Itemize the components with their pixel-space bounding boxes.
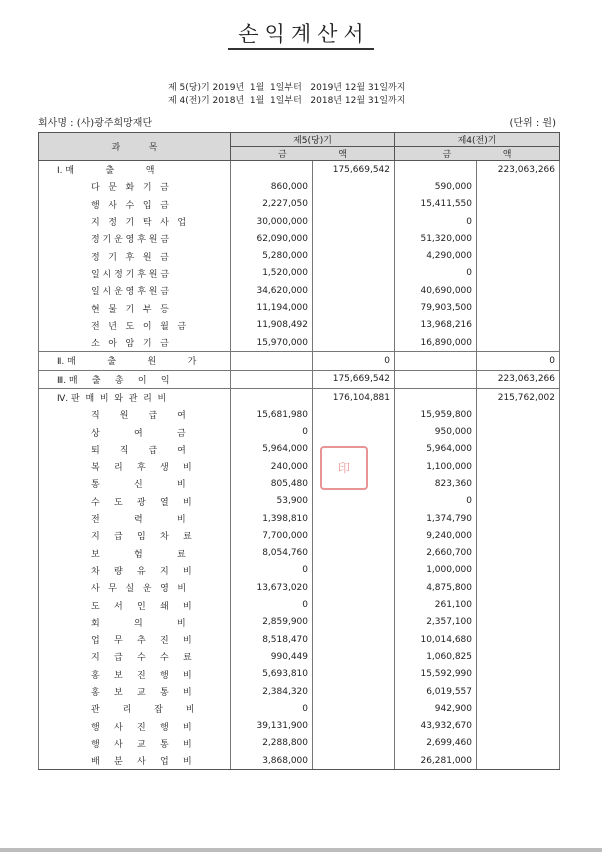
- prior-amount: [477, 493, 560, 510]
- account-name: [39, 493, 231, 510]
- account-label: 전 년 도 이 월 금: [91, 321, 187, 332]
- account-label: 지 급 수 수 료: [91, 653, 192, 664]
- prior-amount: 9,240,000: [395, 527, 477, 544]
- prior-amount: [395, 352, 477, 370]
- prior-amount: [477, 752, 560, 770]
- prior-amount: [395, 388, 477, 406]
- table-row: [39, 161, 560, 179]
- prior-amount: [477, 562, 560, 579]
- table-row: [39, 718, 560, 735]
- account-name: [39, 752, 231, 770]
- current-amount: [313, 683, 395, 700]
- current-amount: [313, 334, 395, 352]
- account-name: [39, 735, 231, 752]
- account-label: 직 원 급 여: [91, 411, 186, 422]
- company-name: 회사명 : (사)광주희망재단: [38, 118, 153, 129]
- current-amount: [231, 388, 313, 406]
- table-row: [39, 648, 560, 665]
- current-amount: 1,398,810: [231, 510, 313, 527]
- current-amount: [313, 282, 395, 299]
- current-amount: 2,384,320: [231, 683, 313, 700]
- prior-amount: [477, 230, 560, 247]
- current-amount: 1,520,000: [231, 265, 313, 282]
- prior-amount: 4,290,000: [395, 247, 477, 264]
- account-name: [39, 458, 231, 475]
- account-label: 정 기 운 영 후 원 금: [91, 235, 170, 246]
- fiscal-periods: [168, 82, 405, 108]
- table-row: [39, 230, 560, 247]
- prior-amount: [477, 527, 560, 544]
- prior-amount: 0: [395, 493, 477, 510]
- account-label: 지 정 기 탁 사 업: [91, 218, 187, 229]
- account-label: 다 문 화 기 금: [91, 183, 169, 194]
- current-amount: 15,681,980: [231, 406, 313, 423]
- prior-amount: 2,699,460: [395, 735, 477, 752]
- table-row: [39, 178, 560, 195]
- account-name: [39, 299, 231, 316]
- current-amount: 8,054,760: [231, 545, 313, 562]
- current-amount: [313, 614, 395, 631]
- current-amount: [313, 423, 395, 440]
- account-name: [39, 230, 231, 247]
- current-period: 제 5(당)기 2019년 1월 1일부터 2019년 12월 31일까지: [168, 83, 406, 93]
- prior-amount: [477, 614, 560, 631]
- account-name: [39, 196, 231, 213]
- prior-amount: 590,000: [395, 178, 477, 195]
- prior-amount: 1,060,825: [395, 648, 477, 665]
- account-name: [39, 265, 231, 282]
- current-amount: 62,090,000: [231, 230, 313, 247]
- current-amount: [313, 247, 395, 264]
- account-label: 행 사 수 입 금: [91, 200, 169, 211]
- prior-period-header: 제4(전)기: [395, 133, 560, 147]
- table-row: [39, 683, 560, 700]
- account-name: [39, 247, 231, 264]
- account-name: [39, 423, 231, 440]
- current-amount: [313, 545, 395, 562]
- table-row: [39, 352, 560, 370]
- prior-amount: [477, 683, 560, 700]
- prior-amount: 15,411,550: [395, 196, 477, 213]
- account-label: 일 시 정 기 후 원 금: [91, 269, 170, 280]
- prior-amount: [477, 196, 560, 213]
- prior-amount: 0: [477, 352, 560, 370]
- account-name: [39, 562, 231, 579]
- prior-amount: [477, 735, 560, 752]
- prior-amount: [477, 423, 560, 440]
- prior-amount: [477, 317, 560, 334]
- prior-amount: [395, 370, 477, 388]
- account-label: 복 리 후 생 비: [91, 463, 192, 474]
- current-amount: 53,900: [231, 493, 313, 510]
- account-name: [39, 700, 231, 717]
- account-name: [39, 666, 231, 683]
- account-name: [39, 631, 231, 648]
- current-amount: [313, 562, 395, 579]
- current-amount: 5,280,000: [231, 247, 313, 264]
- prior-amount: 5,964,000: [395, 441, 477, 458]
- current-amount: [313, 196, 395, 213]
- prior-amount: [477, 406, 560, 423]
- prior-amount: [477, 213, 560, 230]
- table-row: [39, 735, 560, 752]
- current-amount: [313, 752, 395, 770]
- account-label: 현 물 기 부 등: [91, 304, 169, 315]
- table-row: [39, 614, 560, 631]
- current-amount: 240,000: [231, 458, 313, 475]
- prior-amount: [477, 545, 560, 562]
- current-amount: 2,288,800: [231, 735, 313, 752]
- table-row: [39, 545, 560, 562]
- current-amount: 175,669,542: [313, 161, 395, 179]
- current-amount: 176,104,881: [313, 388, 395, 406]
- account-name: [39, 441, 231, 458]
- current-amount: 15,970,000: [231, 334, 313, 352]
- account-label: 수 도 광 열 비: [91, 497, 192, 508]
- account-name: [39, 334, 231, 352]
- prior-amount: [477, 510, 560, 527]
- account-name: [39, 213, 231, 230]
- account-label: 도 서 인 쇄 비: [91, 601, 192, 612]
- current-amount: [313, 700, 395, 717]
- table-row: [39, 596, 560, 613]
- current-amount: 39,131,900: [231, 718, 313, 735]
- account-label: 정 기 후 원 금: [91, 252, 169, 263]
- current-amount: 34,620,000: [231, 282, 313, 299]
- current-amount: [313, 493, 395, 510]
- account-label: 차 량 유 지 비: [91, 566, 192, 577]
- current-amount: 0: [231, 700, 313, 717]
- prior-amount: [477, 247, 560, 264]
- current-amount: 860,000: [231, 178, 313, 195]
- table-row: [39, 631, 560, 648]
- account-label: 보 험 료: [91, 549, 186, 560]
- table-row: [39, 666, 560, 683]
- account-label: 전 력 비: [91, 515, 186, 526]
- prior-amount: [477, 700, 560, 717]
- table-row: [39, 441, 560, 458]
- seal-stamp: 印: [320, 446, 368, 490]
- account-label: Ⅰ. 매 출 액: [57, 166, 155, 177]
- prior-amount: 16,890,000: [395, 334, 477, 352]
- account-label: 일 시 운 영 후 원 금: [91, 287, 170, 298]
- table-row: [39, 196, 560, 213]
- prior-amount: [477, 265, 560, 282]
- account-label: 배 분 사 업 비: [91, 757, 192, 768]
- table-row: [39, 213, 560, 230]
- table-row: [39, 562, 560, 579]
- prior-amount: 223,063,266: [477, 370, 560, 388]
- current-amount: [231, 370, 313, 388]
- table-row: [39, 423, 560, 440]
- account-name: [39, 388, 231, 406]
- account-label: 소 아 암 기 금: [91, 339, 169, 350]
- prior-amount: [477, 666, 560, 683]
- current-amount: 7,700,000: [231, 527, 313, 544]
- document-title: 손익계산서: [0, 18, 602, 48]
- prior-amount-header: 금 액: [395, 147, 560, 161]
- current-amount-header: 금 액: [231, 147, 395, 161]
- current-amount: [313, 631, 395, 648]
- table-row: [39, 527, 560, 544]
- prior-amount: 1,374,790: [395, 510, 477, 527]
- table-row: [39, 334, 560, 352]
- prior-amount: 1,100,000: [395, 458, 477, 475]
- prior-amount: 13,968,216: [395, 317, 477, 334]
- current-amount: 0: [231, 562, 313, 579]
- table-row: [39, 299, 560, 316]
- current-amount: [313, 579, 395, 596]
- prior-amount: 950,000: [395, 423, 477, 440]
- current-amount: 11,908,492: [231, 317, 313, 334]
- table-row: [39, 370, 560, 388]
- account-label: 지 급 임 차 료: [91, 532, 192, 543]
- account-name: [39, 475, 231, 492]
- prior-amount: [477, 631, 560, 648]
- currency-unit: (단위 : 원): [509, 118, 556, 129]
- current-amount: [313, 718, 395, 735]
- prior-amount: 2,660,700: [395, 545, 477, 562]
- current-amount: 990,449: [231, 648, 313, 665]
- prior-amount: [477, 718, 560, 735]
- prior-amount: 4,875,800: [395, 579, 477, 596]
- current-amount: 2,859,900: [231, 614, 313, 631]
- current-amount: 11,194,000: [231, 299, 313, 316]
- current-amount: [231, 161, 313, 179]
- current-amount: [313, 230, 395, 247]
- current-amount: [313, 406, 395, 423]
- current-amount: [313, 299, 395, 316]
- table-row: [39, 579, 560, 596]
- account-label: 행 사 교 통 비: [91, 739, 192, 750]
- current-amount: [313, 510, 395, 527]
- current-amount: [313, 317, 395, 334]
- prior-amount: 223,063,266: [477, 161, 560, 179]
- current-amount: [313, 265, 395, 282]
- table-row: [39, 265, 560, 282]
- prior-amount: [477, 299, 560, 316]
- prior-amount: [477, 178, 560, 195]
- prior-amount: 942,900: [395, 700, 477, 717]
- prior-amount: [477, 458, 560, 475]
- table-row: [39, 475, 560, 492]
- table-row: [39, 282, 560, 299]
- prior-amount: [395, 161, 477, 179]
- account-name: [39, 614, 231, 631]
- prior-amount: 2,357,100: [395, 614, 477, 631]
- prior-amount: [477, 282, 560, 299]
- table-row: [39, 406, 560, 423]
- account-label: 행 사 진 행 비: [91, 722, 192, 733]
- account-label: 사 무 실 운 영 비: [91, 584, 187, 595]
- prior-amount: 26,281,000: [395, 752, 477, 770]
- current-amount: 0: [313, 352, 395, 370]
- income-statement-table: [38, 132, 560, 770]
- scan-edge: [0, 848, 602, 852]
- account-label: 업 무 추 진 비: [91, 636, 192, 647]
- account-label: Ⅱ. 매 출 원 가: [57, 357, 197, 368]
- current-amount: 30,000,000: [231, 213, 313, 230]
- account-name: [39, 683, 231, 700]
- prior-amount: [477, 441, 560, 458]
- current-amount: 0: [231, 423, 313, 440]
- table-row: [39, 317, 560, 334]
- current-amount: 805,480: [231, 475, 313, 492]
- account-name: [39, 545, 231, 562]
- account-label: 홍 보 진 행 비: [91, 670, 192, 681]
- prior-amount: 15,592,990: [395, 666, 477, 683]
- prior-period: 제 4(전)기 2018년 1월 1일부터 2018년 12월 31일까지: [168, 96, 406, 106]
- current-amount: [313, 213, 395, 230]
- account-name: [39, 317, 231, 334]
- current-amount: 175,669,542: [313, 370, 395, 388]
- table-row: [39, 752, 560, 770]
- current-amount: [313, 666, 395, 683]
- prior-amount: 79,903,500: [395, 299, 477, 316]
- account-name: [39, 178, 231, 195]
- current-amount: [313, 178, 395, 195]
- current-amount: 13,673,020: [231, 579, 313, 596]
- current-amount: 5,693,810: [231, 666, 313, 683]
- account-label: 퇴 직 급 여: [91, 445, 186, 456]
- prior-amount: 40,690,000: [395, 282, 477, 299]
- current-amount: [313, 527, 395, 544]
- account-label: 회 의 비: [91, 618, 186, 629]
- current-period-header: 제5(당)기: [231, 133, 395, 147]
- prior-amount: 6,019,557: [395, 683, 477, 700]
- account-name: [39, 596, 231, 613]
- prior-amount: 215,762,002: [477, 388, 560, 406]
- statement-rows: [39, 161, 560, 770]
- prior-amount: [477, 579, 560, 596]
- prior-amount: 261,100: [395, 596, 477, 613]
- account-header: 과 목: [39, 133, 231, 161]
- prior-amount: [477, 648, 560, 665]
- prior-amount: 823,360: [395, 475, 477, 492]
- account-name: [39, 648, 231, 665]
- account-name: [39, 406, 231, 423]
- current-amount: [313, 735, 395, 752]
- current-amount: 8,518,470: [231, 631, 313, 648]
- account-name: [39, 282, 231, 299]
- prior-amount: [477, 334, 560, 352]
- account-name: [39, 510, 231, 527]
- current-amount: 3,868,000: [231, 752, 313, 770]
- current-amount: [313, 596, 395, 613]
- account-label: 상 여 금: [91, 428, 186, 439]
- prior-amount: 1,000,000: [395, 562, 477, 579]
- account-label: Ⅳ. 판 매 비 와 관 리 비: [57, 394, 167, 404]
- current-amount: [313, 648, 395, 665]
- account-name: [39, 579, 231, 596]
- table-row: [39, 493, 560, 510]
- account-name: [39, 527, 231, 544]
- account-label: 홍 보 교 통 비: [91, 688, 192, 699]
- table-row: [39, 700, 560, 717]
- table-row: [39, 510, 560, 527]
- account-label: 통 신 비: [91, 480, 186, 491]
- account-name: [39, 352, 231, 370]
- prior-amount: 43,932,670: [395, 718, 477, 735]
- current-amount: 5,964,000: [231, 441, 313, 458]
- account-label: Ⅲ. 매 출 총 이 익: [57, 375, 170, 386]
- account-label: 관 리 잡 비: [91, 705, 195, 716]
- table-row: [39, 458, 560, 475]
- prior-amount: 10,014,680: [395, 631, 477, 648]
- account-name: [39, 718, 231, 735]
- prior-amount: [477, 475, 560, 492]
- account-name: [39, 161, 231, 179]
- prior-amount: 51,320,000: [395, 230, 477, 247]
- current-amount: 0: [231, 596, 313, 613]
- account-name: [39, 370, 231, 388]
- current-amount: [231, 352, 313, 370]
- table-row: [39, 247, 560, 264]
- current-amount: 2,227,050: [231, 196, 313, 213]
- prior-amount: [477, 596, 560, 613]
- prior-amount: 0: [395, 265, 477, 282]
- table-row: [39, 388, 560, 406]
- prior-amount: 0: [395, 213, 477, 230]
- prior-amount: 15,959,800: [395, 406, 477, 423]
